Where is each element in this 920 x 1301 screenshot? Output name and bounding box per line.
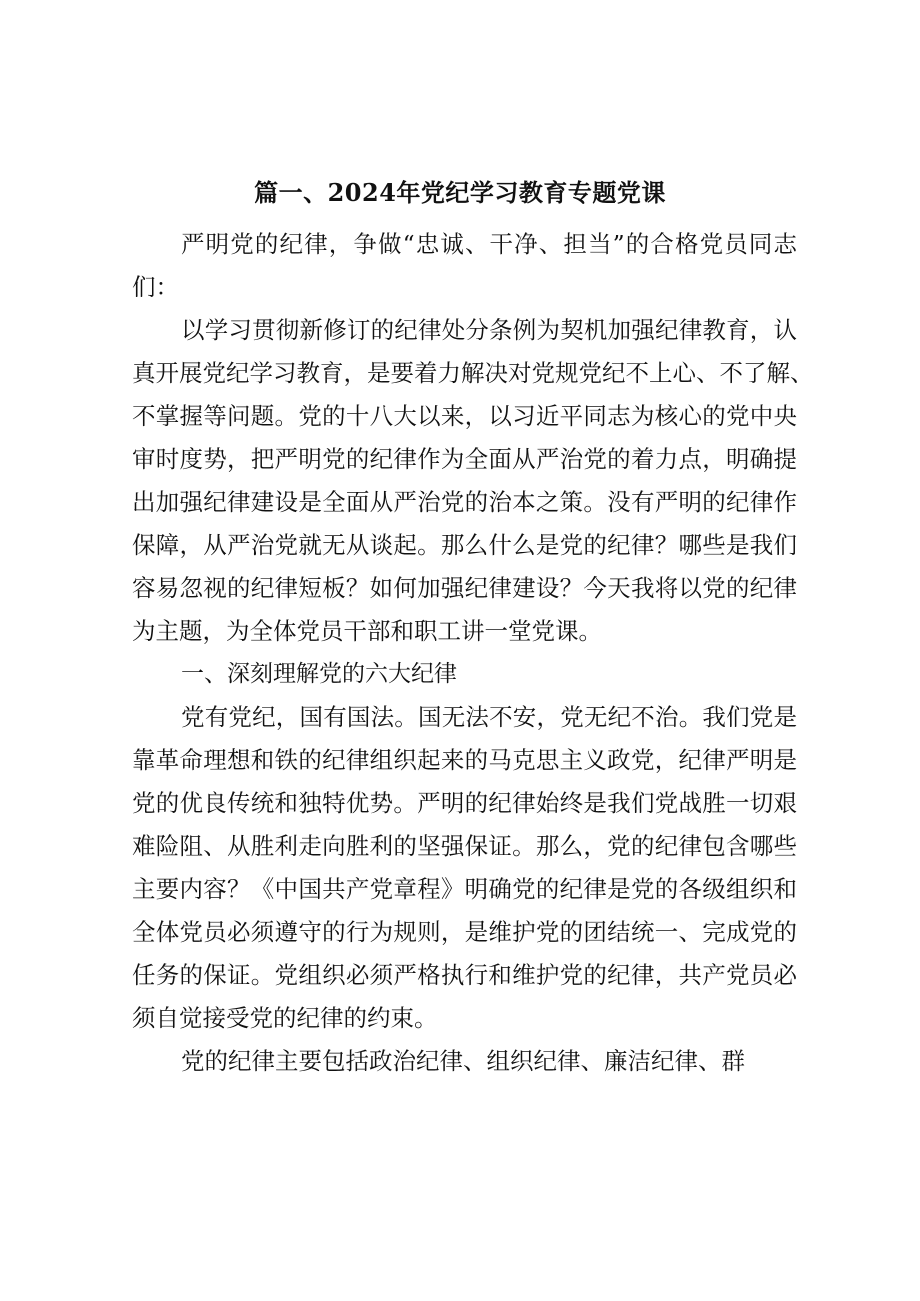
section-heading: 一、深刻理解党的六大纪律	[181, 661, 457, 687]
body-line: 不掌握等问题。党的十八大以来，以习近平同志为核心的党中央	[132, 402, 797, 430]
body-line: 容易忽视的纪律短板？如何加强纪律建设？今天我将以党的纪律	[132, 574, 797, 602]
body-line: 保障，从严治党就无从谈起。那么什么是党的纪律？哪些是我们	[132, 531, 797, 559]
body-line: 出加强纪律建设是全面从严治党的治本之策。没有严明的纪律作	[132, 488, 797, 516]
body-line: 严明党的纪律，争做“忠诚、干净、担当”的合格党员同志	[181, 230, 797, 258]
body-line: 靠革命理想和铁的纪律组织起来的马克思主义政党，纪律严明是	[132, 746, 797, 774]
body-line: 全体党员必须遵守的行为规则，是维护党的团结统一、完成党的	[132, 918, 797, 946]
body-line: 须自觉接受党的纪律的约束。	[132, 1004, 438, 1032]
document-title: 篇一、2024年党纪学习教育专题党课	[254, 178, 666, 207]
body-line: 审时度势，把严明党的纪律作为全面从严治党的着力点，明确提	[132, 445, 797, 473]
body-line: 为主题，为全体党员干部和职工讲一堂党课。	[132, 617, 602, 645]
body-line: 党有党纪，国有国法。国无法不安，党无纪不治。我们党是	[181, 703, 797, 731]
body-line: 真开展党纪学习教育，是要着力解决对党规党纪不上心、不了解、	[132, 359, 814, 387]
body-line: 以学习贯彻新修订的纪律处分条例为契机加强纪律教育，认	[181, 316, 797, 344]
body-line: 党的纪律主要包括政治纪律、组织纪律、廉洁纪律、群	[181, 1047, 745, 1075]
body-line: 们：	[132, 273, 179, 301]
body-line: 任务的保证。党组织必须严格执行和维护党的纪律，共产党员必	[132, 961, 797, 989]
body-line: 党的优良传统和独特优势。严明的纪律始终是我们党战胜一切艰	[132, 789, 797, 817]
body-line: 难险阻、从胜利走向胜利的坚强保证。那么，党的纪律包含哪些	[132, 832, 797, 860]
body-line: 主要内容？《中国共产党章程》明确党的纪律是党的各级组织和	[132, 875, 797, 903]
